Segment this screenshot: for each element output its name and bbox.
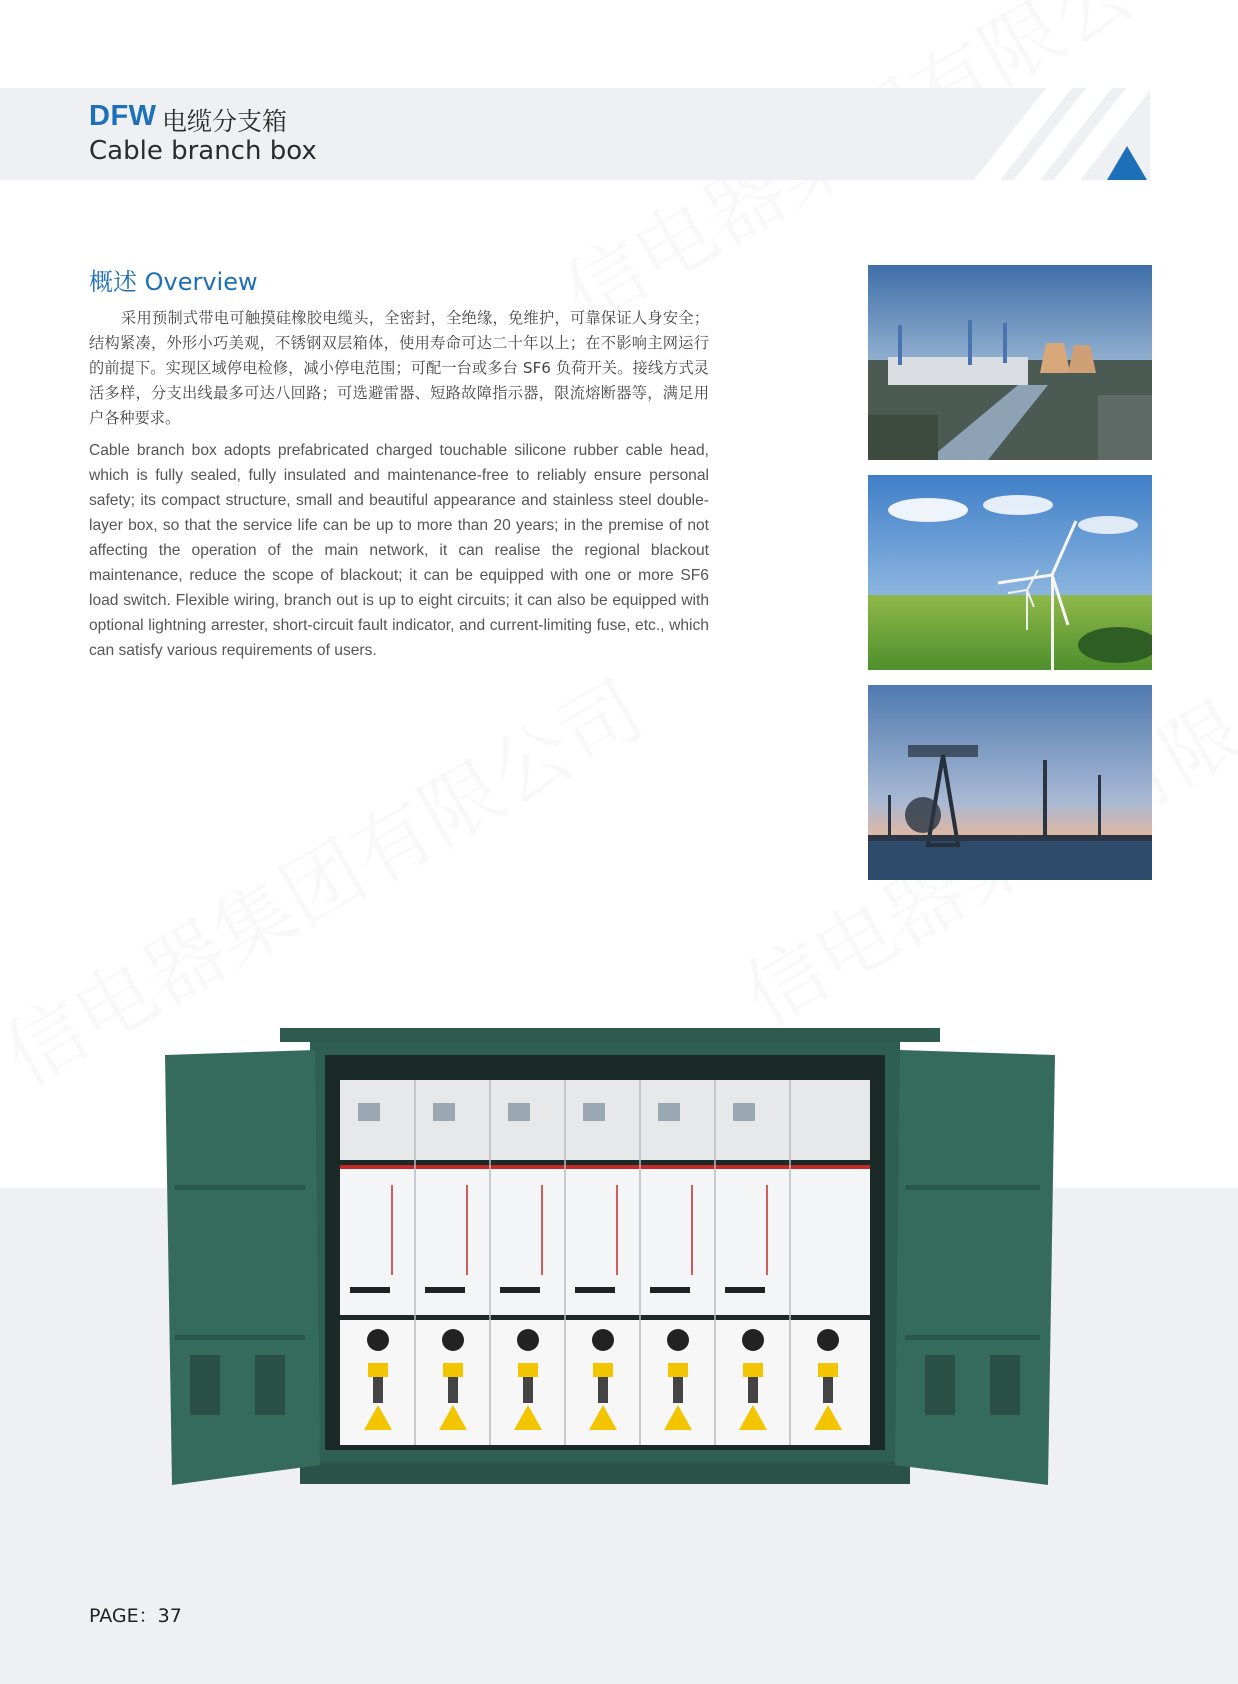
overview-heading: 概述 Overview	[89, 268, 258, 296]
cable-branch-box-image	[160, 1025, 1060, 1519]
power-plant-photo	[868, 265, 1152, 460]
product-title-cn: 电缆分支箱	[162, 107, 288, 136]
page-number: PAGE：37	[89, 1605, 182, 1627]
overview-text-cn: 采用预制式带电可触摸硅橡胶电缆头，全密封，全绝缘，免维护，可靠保证人身安全；结构紧凑，外形小巧美观，不锈钢双层箱体，使用寿命可达二十年以上；在不影响主网运行的前提下。实现区域停电检修，减小停电范围；可配一台或多台 SF6 负荷开关。接线方式灵活多样，分支出线最多可达八回路；可选避雷器、短路故障指示器，限流熔断器等，满足用户各种要求。	[89, 309, 709, 427]
product-model: DFW	[89, 100, 157, 132]
oil-field-photo	[868, 685, 1152, 880]
product-title-en: Cable branch box	[89, 136, 317, 166]
triangle-icon	[1107, 146, 1147, 180]
wind-farm-photo	[868, 475, 1152, 670]
overview-text-en: Cable branch box adopts prefabricated charged touchable silicone rubber cable head, which is fully sealed, fully insulated and maintenance-free to reliably ensure personal safety; its compact structure, small and beautiful appearance and stainless steel double-layer box, so that the service life can be up to more than 20 years; in the premise of not affecting the operation of the main network, it can realise the regional blackout maintenance, reduce the scope of blackout; it can be equipped with one or more SF6 load switch. Flexible wiring, branch out is up to eight circuits; it can also be equipped with optional lightning arrester, short-circuit fault indicator, and current-limiting fuse, etc., which can satisfy various requirements of users.	[89, 442, 709, 659]
